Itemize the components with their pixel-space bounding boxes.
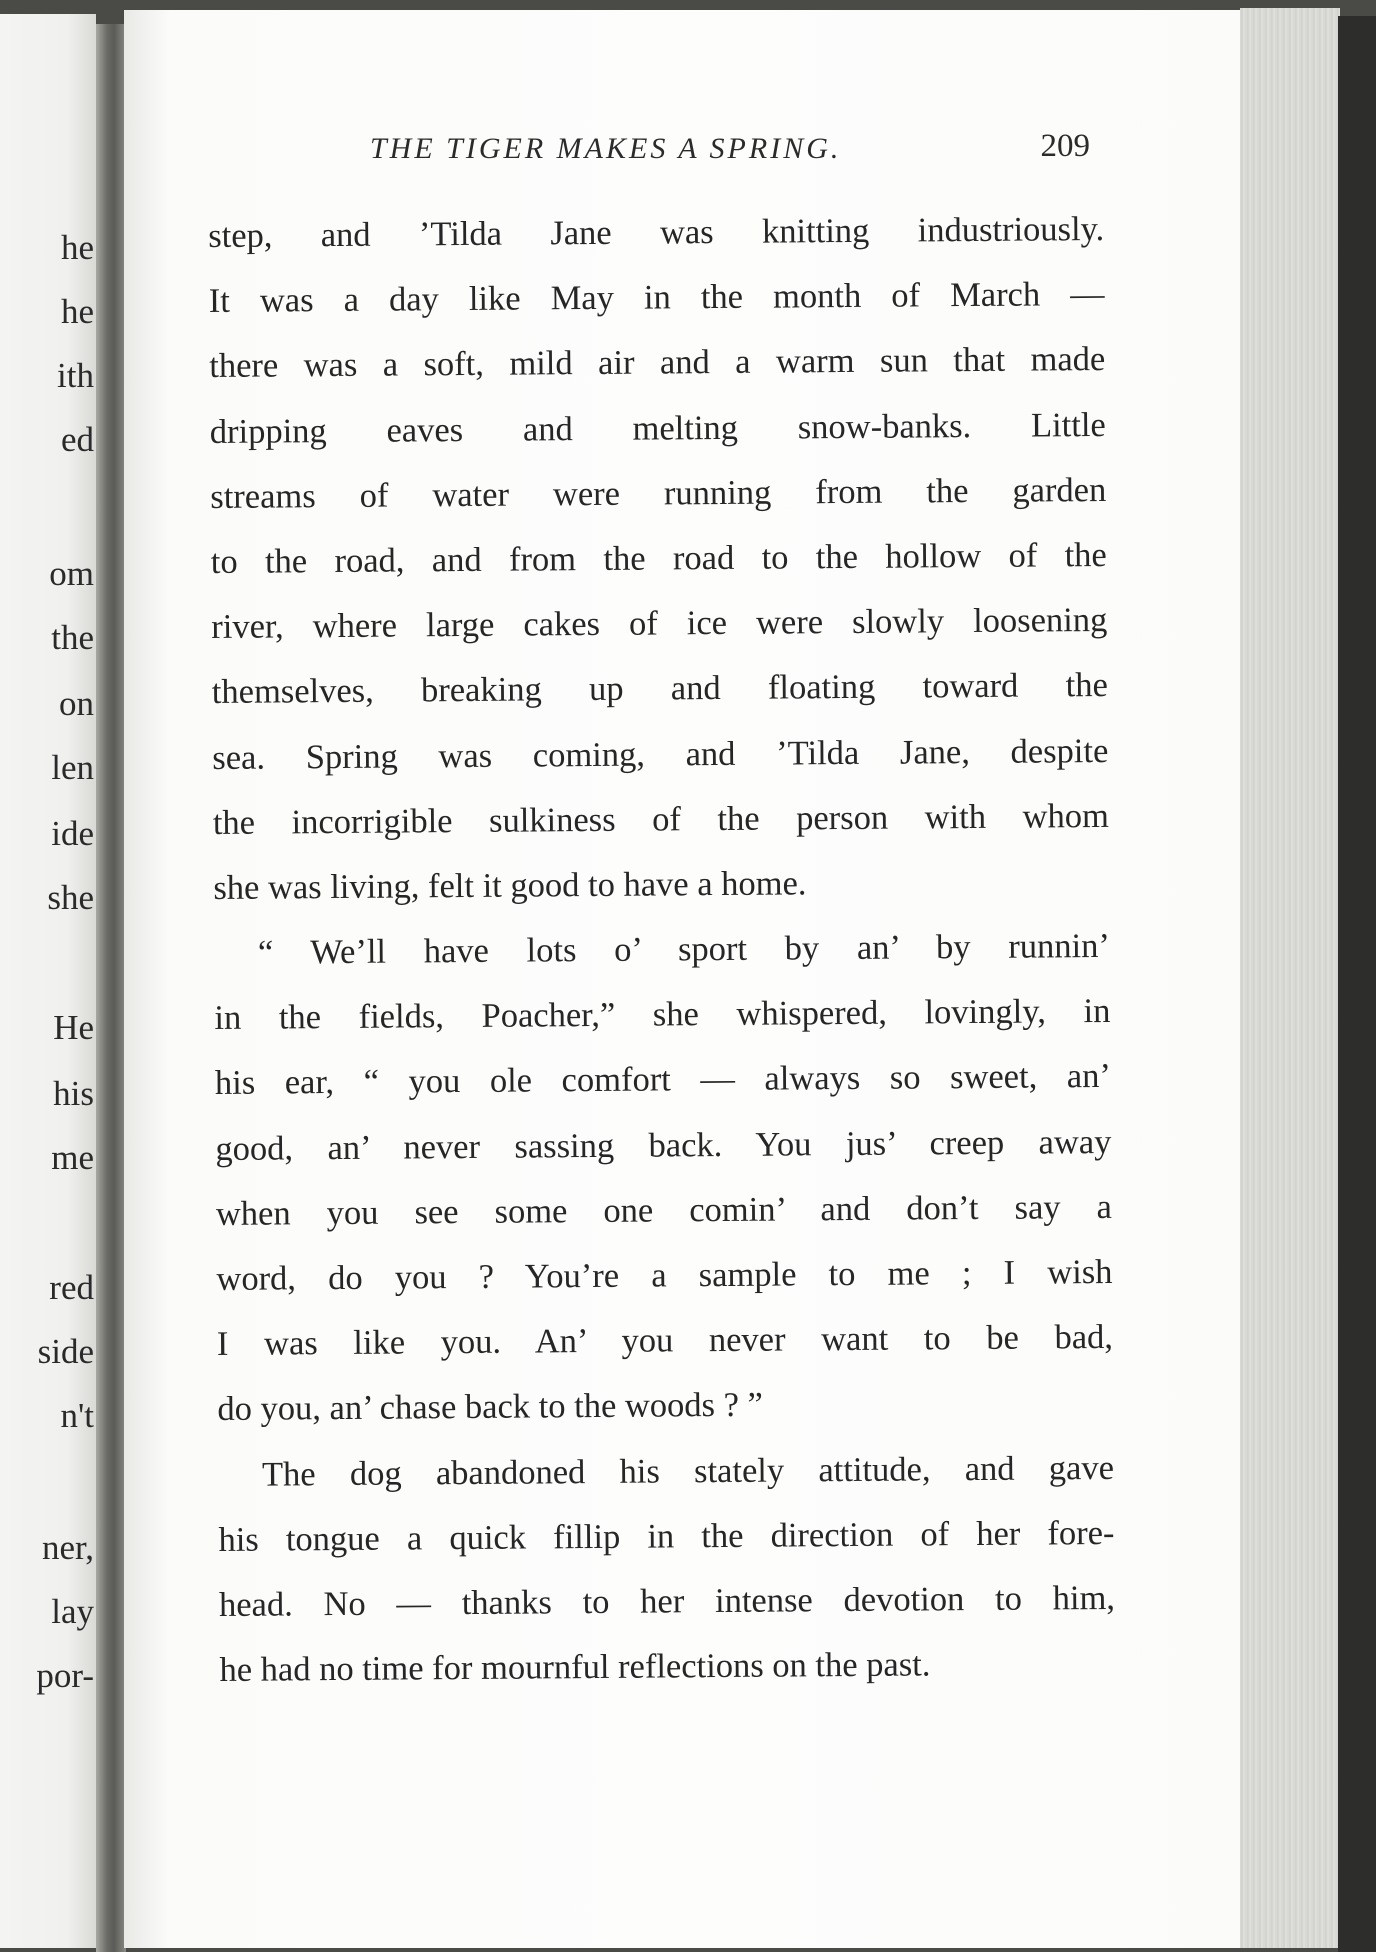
text-line: his ear, “ you ole comfort — always so sweet, an’ — [214, 1057, 1112, 1103]
left-page-text-fragments — [0, 14, 96, 1948]
text-line: when you see some one comin’ and don’t say a — [215, 1187, 1113, 1233]
left-page-fragment: por- — [36, 1656, 94, 1695]
running-title: THE TIGER MAKES A SPRING. — [370, 132, 842, 165]
text-line: the incorrigible sulkiness of the person with whom — [212, 796, 1109, 842]
text-line: his tongue a quick fillip in the direction of her fore- — [218, 1513, 1115, 1559]
left-page-fragment: n't — [60, 1396, 94, 1435]
left-page — [0, 14, 96, 1948]
page-number: 209 — [1040, 128, 1090, 164]
left-page-fragment: ith — [57, 356, 94, 395]
left-page-fragment: He — [53, 1008, 94, 1047]
left-page-fragment: the — [51, 618, 94, 657]
text-line: themselves, breaking up and floating toward the — [211, 666, 1108, 712]
text-line: do you, an’ chase back to the woods ? ” — [217, 1386, 764, 1429]
book-gutter — [96, 24, 126, 1952]
left-page-fragment: len — [51, 748, 94, 787]
text-line: I was like you. An’ you never want to be bad, — [216, 1318, 1114, 1364]
text-line: in the fields, Poacher,” she whispered, lovingly, in — [214, 992, 1111, 1038]
text-line: there was a soft, mild air and a warm sun that made — [209, 340, 1106, 386]
left-page-fragment: his — [53, 1074, 94, 1113]
left-page-fragment: red — [49, 1268, 94, 1307]
left-page-fragment: he — [60, 228, 94, 267]
page-fore-edge — [1240, 8, 1340, 1948]
left-page-fragment: me — [51, 1138, 94, 1177]
text-line: The dog abandoned his stately attitude, and gave — [261, 1448, 1115, 1494]
left-page-fragment: om — [49, 554, 94, 593]
body-text — [208, 197, 1116, 1703]
text-line: “ We’ll have lots o’ sport by an’ by runnin’ — [257, 927, 1111, 972]
text-line: word, do you ? You’re a sample to me ; I wish — [216, 1252, 1113, 1298]
left-page-fragment: he — [60, 292, 94, 331]
running-head — [370, 128, 1090, 172]
left-page-fragment: lay — [51, 1592, 94, 1631]
text-line: streams of water were running from the garden — [210, 470, 1107, 516]
left-page-fragment: side — [37, 1332, 94, 1371]
text-line: dripping eaves and melting snow-banks. Little — [209, 405, 1106, 451]
text-line: It was a day like May in the month of March — — [208, 275, 1105, 321]
text-line: head. No — thanks to her intense devotion to him, — [218, 1578, 1116, 1624]
text-line: he had no time for mournful reflections on the past. — [219, 1645, 931, 1690]
text-line: sea. Spring was coming, and ’Tilda Jane, despite — [212, 731, 1109, 777]
text-line: river, where large cakes of ice were slowly loosening — [211, 601, 1108, 647]
left-page-fragment: on — [59, 684, 94, 723]
text-line: step, and ’Tilda Jane was knitting industriously. — [208, 209, 1105, 255]
text-line: she was living, felt it good to have a home. — [213, 864, 807, 907]
text-line: to the road, and from the road to the hollow of the — [210, 535, 1107, 581]
left-page-fragment: ner, — [41, 1528, 94, 1567]
text-line: good, an’ never sassing back. You jus’ creep away — [215, 1122, 1112, 1168]
left-page-fragment: ide — [51, 814, 94, 853]
cover-edge — [1338, 16, 1376, 1952]
left-page-fragment: she — [47, 878, 94, 917]
left-page-fragment: ed — [60, 420, 94, 459]
